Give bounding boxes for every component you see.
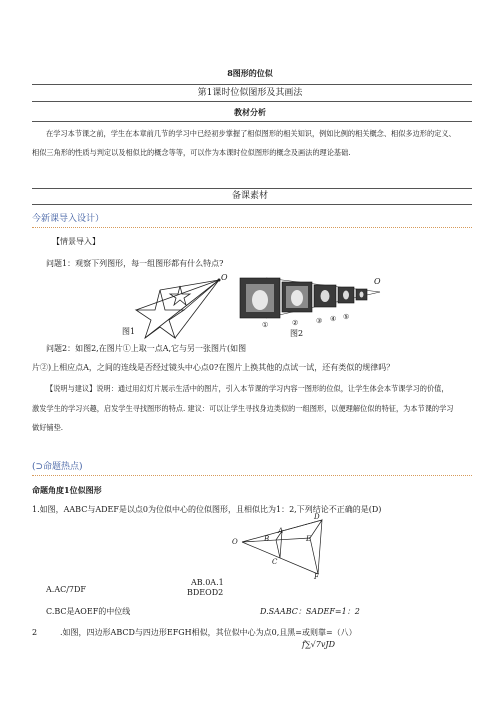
divider [32, 101, 472, 102]
question-2-number: 2 [32, 628, 38, 637]
fig2-circle-1: ① [262, 321, 269, 329]
fig2-circle-4: ④ [330, 315, 337, 323]
note-line-3: 做好铺垫. [32, 423, 64, 432]
divider [32, 84, 472, 85]
materials-heading: 备课素材 [231, 191, 268, 201]
analysis-heading: 教材分析 [234, 107, 266, 117]
question-2-line-2: 片②)上相应点A，之间的连线是否经过镜头中心点0?在图片上换其他的点试一试，还有类似的规律吗？ [32, 363, 395, 372]
question-2-text: .如图，四边形ABCD与四边形EFGH相似，其位似中心为点0,且黑=或则靠=（八） [60, 628, 357, 637]
question-2-line-1: 问题2：如图2,在图片①上取一点A,它与另一张图片(如图 [46, 344, 247, 353]
analysis-line-2: 相似三角形的性质与判定以及相似比的概念等等，可以作为本课时位似图形的概念及画法的理论基础. [32, 148, 351, 157]
label-a: A [278, 527, 284, 535]
divider [32, 188, 472, 189]
chapter-title: 8图形的位似 [227, 68, 273, 78]
fig2-point-label: O [374, 277, 381, 286]
fig1-point-label: O [221, 273, 228, 282]
lesson-title: 第1课时位似图形及其画法 [197, 88, 303, 98]
divider [32, 204, 472, 205]
label-c: C [272, 558, 278, 566]
label-o: O [232, 538, 238, 546]
note-line-2: 激发学生的学习兴趣，启发学生寻找图形的特点. 建议：可以让学生寻找身边类似的一组图形，以便理解位似的特征，为本节课的学习 [32, 404, 454, 413]
question-1: 问题1：观察下列图形，每一组图形都有什么特点? [46, 259, 224, 268]
fig2-circle-2: ② [292, 319, 299, 327]
fig2-caption: 图2 [290, 329, 304, 338]
fig2-circle-3: ③ [316, 317, 323, 325]
label-b: B [264, 535, 270, 543]
label-f: F [314, 573, 319, 581]
fig1-caption: 图1 [122, 327, 136, 336]
note-line-1: 【说明与建议】说明：通过用幻灯片展示生活中的图片，引入本节课的学习内容一图形的位似，让学生体会本节课学习的价值， [46, 384, 449, 393]
option-d: D.SAABC：SADEF=1：2 [260, 607, 360, 616]
option-a: A.AC/7DF [46, 585, 86, 594]
section-underline [32, 475, 472, 476]
label-e: E [306, 535, 312, 543]
fig2-circle-5: ⑤ [343, 313, 350, 321]
option-b-line-2: BDEOD2 [187, 588, 224, 597]
option-c: C.BC是AOEF的中位线 [46, 607, 131, 616]
divider [32, 121, 472, 122]
small-star [170, 286, 190, 305]
label-d: D [314, 513, 320, 521]
option-b-line-1: AB.0A.1 [191, 578, 224, 587]
large-star [136, 290, 184, 338]
section-underline [32, 227, 472, 228]
analysis-line-1: 在学习本节课之前，学生在本章前几节的学习中已经初步掌握了相似图形的相关知识，例如比例的相关概念、相似多边形的定义、 [46, 129, 456, 138]
figure-2-photos [236, 276, 386, 342]
q1-geometry-figure [238, 514, 328, 580]
hot-heading: (⊃命题热点) [32, 462, 83, 472]
question-1-text: 1.如图，AABC与ADEF是以点0为位似中心的位似图形，且相似比为1：2,下列结论不正确的是(D) [32, 505, 382, 514]
scenario-label: 【情景导入】 [52, 237, 100, 246]
angle-title: 命题角度1位似图形 [32, 485, 102, 495]
question-2-tail: f∑√7vJD [302, 640, 335, 649]
intro-heading: 今新课导入设计） [32, 214, 105, 224]
